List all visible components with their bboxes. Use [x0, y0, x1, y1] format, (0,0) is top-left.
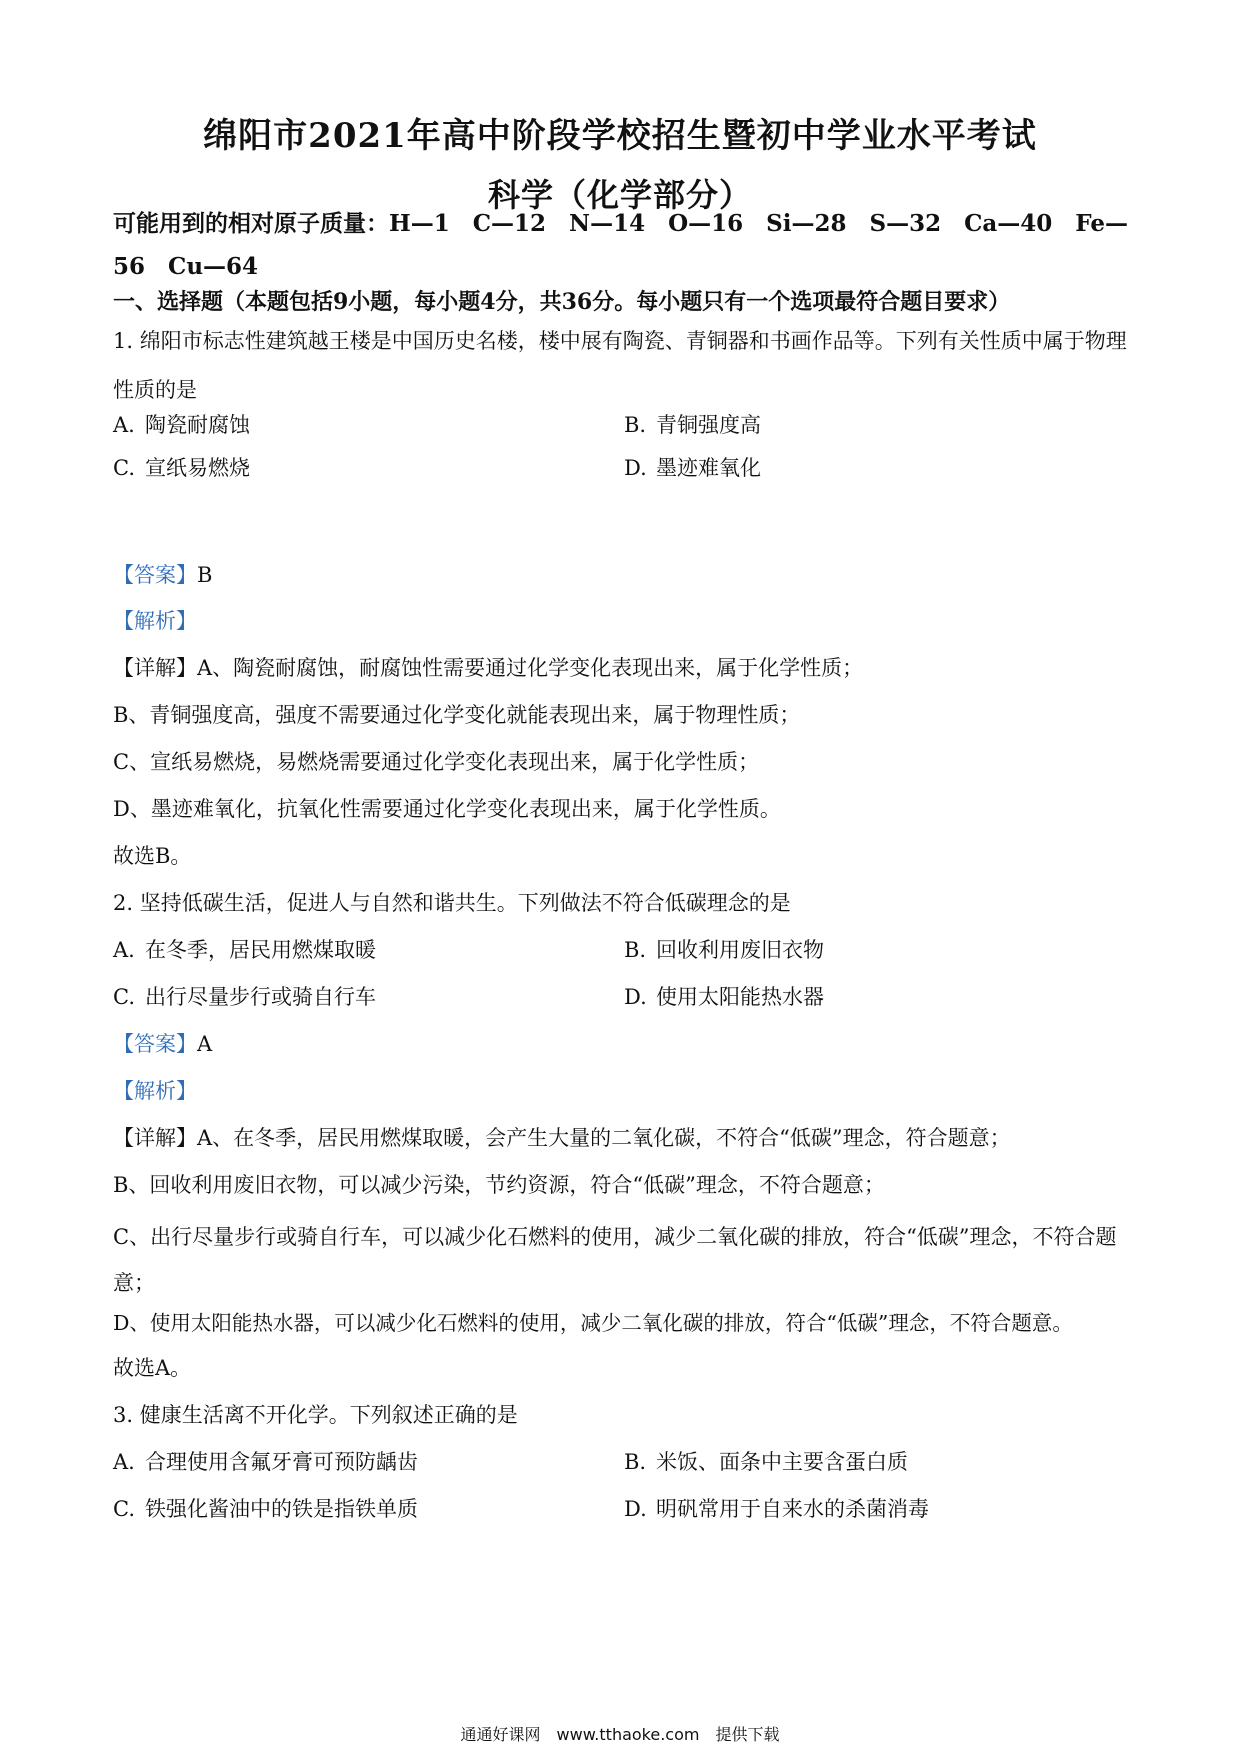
q2-analysis-tag — [113, 1076, 1133, 1106]
question-3-stem: 3. 健康生活离不开化学。下列叙述正确的是 — [113, 1403, 518, 1427]
q1-detail-line-2: B、青铜强度高，强度不需要通过化学变化就能表现出来，属于物理性质； — [113, 703, 801, 727]
option-letter: A. — [113, 938, 135, 962]
answer-tag: 【答案】 — [113, 1032, 197, 1056]
option-text: 在冬季，居民用燃煤取暖 — [145, 938, 376, 962]
option-text: 合理使用含氟牙膏可预防龋齿 — [145, 1450, 418, 1474]
q1-answer — [113, 560, 1133, 590]
option-text: 回收利用废旧衣物 — [656, 938, 824, 962]
section-heading: 一、选择题（本题包括9小题，每小题4分，共36分。每小题只有一个选项最符合题目要求） — [113, 289, 1011, 315]
option-text: 明矾常用于自来水的杀菌消毒 — [656, 1497, 929, 1521]
q1-option-c — [113, 453, 250, 483]
q1-option-d — [624, 453, 761, 483]
option-letter: B. — [624, 413, 647, 437]
q2-option-a — [113, 935, 376, 965]
option-letter: A. — [113, 413, 135, 437]
q1-detail-line-1 — [113, 653, 1133, 683]
q2-detail-line-1 — [113, 1123, 1133, 1153]
detail-text: A、陶瓷耐腐蚀，耐腐蚀性需要通过化学变化表现出来，属于化学性质； — [197, 656, 864, 680]
detail-tag: 【详解】 — [113, 656, 197, 680]
option-text: 米饭、面条中主要含蛋白质 — [656, 1450, 908, 1474]
question-2-stem: 2. 坚持低碳生活，促进人与自然和谐共生。下列做法不符合低碳理念的是 — [113, 891, 791, 915]
q3-option-a — [113, 1447, 418, 1477]
detail-text: A、在冬季，居民用燃煤取暖，会产生大量的二氧化碳，不符合“低碳”理念，符合题意； — [197, 1126, 1011, 1150]
q2-detail-line-2: B、回收利用废旧衣物，可以减少污染，节约资源，符合“低碳”理念，不符合题意； — [113, 1173, 885, 1197]
option-letter: C. — [113, 456, 135, 480]
option-letter: B. — [624, 1450, 647, 1474]
page-footer: 通通好课网 www.tthaoke.com 提供下载 — [460, 1725, 780, 1744]
option-letter: A. — [113, 1450, 135, 1474]
q1-option-b — [624, 410, 761, 440]
option-letter: D. — [624, 1497, 647, 1521]
option-text: 使用太阳能热水器 — [656, 985, 824, 1009]
option-letter: D. — [624, 985, 647, 1009]
q1-detail-line-3: C、宣纸易燃烧，易燃烧需要通过化学变化表现出来，属于化学性质； — [113, 750, 760, 774]
q2-answer — [113, 1029, 1133, 1059]
q2-detail-line-4: D、使用太阳能热水器，可以减少化石燃料的使用，减少二氧化碳的排放，符合“低碳”理念，不符合题意。 — [113, 1311, 1073, 1335]
q1-detail-line-4: D、墨迹难氧化，抗氧化性需要通过化学变化表现出来，属于化学性质。 — [113, 797, 781, 821]
exam-title: 绵阳市2021年高中阶段学校招生暨初中学业水平考试 — [203, 116, 1037, 156]
detail-tag: 【详解】 — [113, 1126, 197, 1150]
option-letter: D. — [624, 456, 647, 480]
q2-option-b — [624, 935, 824, 965]
option-letter: C. — [113, 1497, 135, 1521]
option-text: 出行尽量步行或骑自行车 — [145, 985, 376, 1009]
question-1-stem: 1. 绵阳市标志性建筑越王楼是中国历史名楼，楼中展有陶瓷、青铜器和书画作品等。下列有关性质中属于物理性质的是 — [113, 329, 1127, 402]
answer-value: A — [197, 1032, 213, 1056]
answer-value: B — [197, 563, 213, 587]
option-text: 陶瓷耐腐蚀 — [145, 413, 250, 437]
analysis-tag: 【解析】 — [113, 1079, 197, 1103]
answer-tag: 【答案】 — [113, 563, 197, 587]
q2-detail-line-3: C、出行尽量步行或骑自行车，可以减少化石燃料的使用，减少二氧化碳的排放，符合“低碳”理念，不符合题意； — [113, 1225, 1117, 1295]
option-text: 铁强化酱油中的铁是指铁单质 — [145, 1497, 418, 1521]
option-text: 宣纸易燃烧 — [145, 456, 250, 480]
atomic-masses: 可能用到的相对原子质量：H—1 C—12 N—14 O—16 Si—28 S—32 Ca—40 Fe—56 Cu—64 — [113, 210, 1129, 280]
option-letter: C. — [113, 985, 135, 1009]
q3-option-d — [624, 1494, 929, 1524]
q2-option-c — [113, 982, 376, 1012]
q3-option-b — [624, 1447, 908, 1477]
q1-option-a — [113, 410, 250, 440]
q2-option-d — [624, 982, 824, 1012]
q2-conclusion: 故选A。 — [113, 1356, 192, 1380]
option-letter: B. — [624, 938, 647, 962]
exam-subtitle: 科学（化学部分） — [487, 176, 752, 214]
q1-analysis-tag — [113, 606, 1133, 636]
q3-option-c — [113, 1494, 418, 1524]
option-text: 墨迹难氧化 — [656, 456, 761, 480]
q1-conclusion: 故选B。 — [113, 844, 192, 868]
option-text: 青铜强度高 — [656, 413, 761, 437]
analysis-tag: 【解析】 — [113, 609, 197, 633]
